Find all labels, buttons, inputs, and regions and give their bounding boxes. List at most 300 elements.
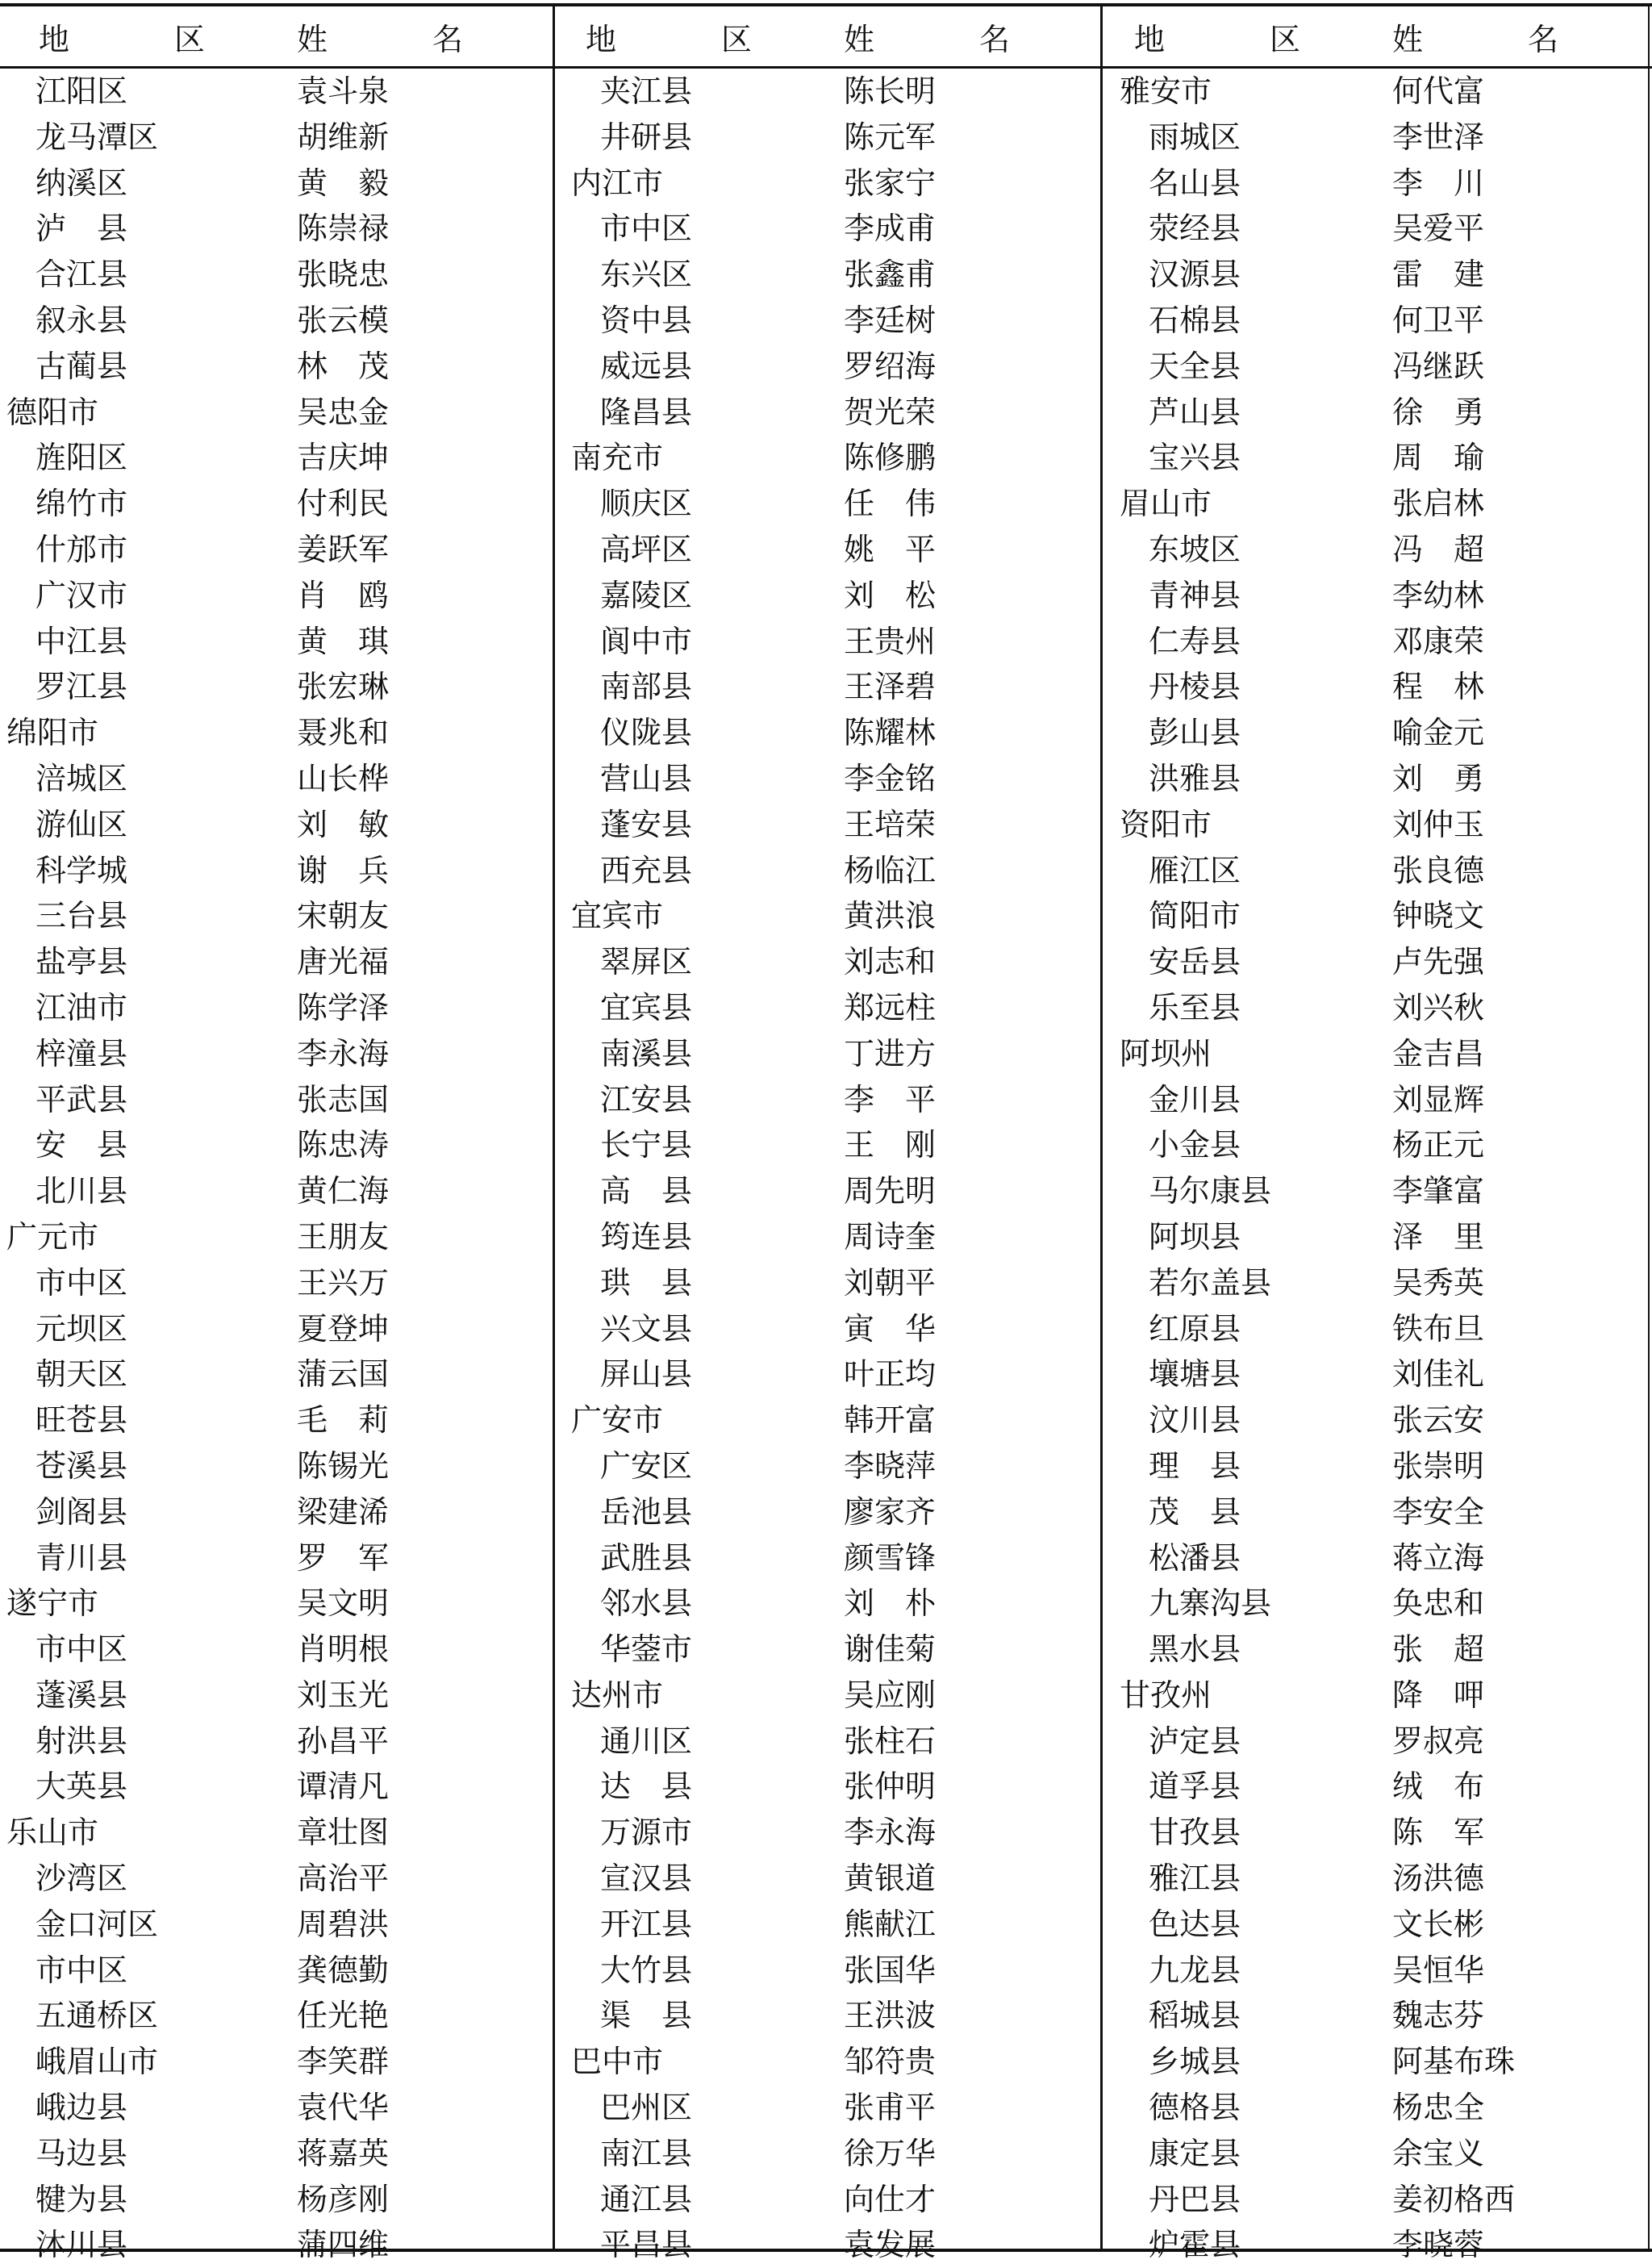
name-cell: 贺光荣 <box>844 394 937 430</box>
region-cell: 什邡市 <box>35 531 128 567</box>
name-cell: 刘仲玉 <box>1392 806 1485 842</box>
name-cell: 杨临江 <box>844 852 937 888</box>
name-cell: 陈 军 <box>1392 1815 1485 1851</box>
name-cell: 张柱石 <box>844 1723 937 1759</box>
region-cell: 蓬溪县 <box>35 1677 128 1713</box>
region-cell: 平武县 <box>35 1081 128 1117</box>
region-cell: 纳溪区 <box>35 165 128 201</box>
region-cell: 苍溪县 <box>35 1447 128 1484</box>
name-cell: 张 超 <box>1392 1631 1485 1668</box>
region-cell: 安岳县 <box>1149 944 1241 980</box>
name-cell: 高治平 <box>297 1861 390 1897</box>
name-cell: 周先明 <box>844 1173 937 1209</box>
table-row <box>0 1948 1652 1994</box>
name-cell: 谭清凡 <box>297 1769 390 1805</box>
region-cell: 顺庆区 <box>600 486 693 522</box>
region-cell: 梓潼县 <box>35 1035 128 1071</box>
region-cell: 珙 县 <box>600 1264 693 1301</box>
region-cell: 名山县 <box>1149 165 1241 201</box>
name-cell: 姜跃军 <box>297 531 390 567</box>
region-cell: 简阳市 <box>1149 898 1241 934</box>
table-row <box>0 848 1652 894</box>
region-cell: 芦山县 <box>1149 394 1241 430</box>
region-cell: 甘孜州 <box>1120 1677 1212 1713</box>
name-cell: 李晓萍 <box>844 1447 937 1484</box>
name-cell: 陈忠涛 <box>297 1127 390 1163</box>
region-cell: 小金县 <box>1149 1127 1241 1163</box>
table-row <box>0 298 1652 344</box>
region-cell: 仪陇县 <box>600 715 693 751</box>
name-cell: 吴恒华 <box>1392 1952 1485 1988</box>
region-cell: 峨眉山市 <box>35 2044 159 2080</box>
region-cell: 游仙区 <box>35 806 128 842</box>
region-cell: 南部县 <box>600 669 693 705</box>
table-row <box>0 2177 1652 2223</box>
name-cell: 张云模 <box>297 302 390 338</box>
region-cell: 马尔康县 <box>1149 1173 1272 1209</box>
table-row <box>0 664 1652 710</box>
table-row <box>0 802 1652 848</box>
region-cell: 兴文县 <box>600 1310 693 1347</box>
table-row <box>0 435 1652 481</box>
name-cell: 郑远柱 <box>844 989 937 1025</box>
region-cell: 旺苍县 <box>35 1402 128 1439</box>
table-row <box>0 206 1652 252</box>
region-cell: 南溪县 <box>600 1035 693 1071</box>
table-row <box>0 527 1652 573</box>
region-cell: 泸 县 <box>35 211 128 247</box>
name-cell: 铁布旦 <box>1392 1310 1485 1347</box>
region-cell: 康定县 <box>1149 2135 1241 2171</box>
region-cell: 广安市 <box>571 1402 664 1439</box>
region-cell: 黑水县 <box>1149 1631 1241 1668</box>
name-cell: 刘朝平 <box>844 1264 937 1301</box>
region-cell: 马边县 <box>35 2135 128 2171</box>
region-cell: 绵阳市 <box>6 715 99 751</box>
table-row <box>0 1260 1652 1306</box>
region-cell: 西充县 <box>600 852 693 888</box>
region-cell: 旌阳区 <box>35 440 128 476</box>
table-row <box>0 115 1652 161</box>
name-cell: 李幼林 <box>1392 577 1485 613</box>
name-cell: 蒲云国 <box>297 1356 390 1393</box>
name-cell: 刘 朴 <box>844 1585 937 1622</box>
region-cell: 宣汉县 <box>600 1861 693 1897</box>
region-cell: 松潘县 <box>1149 1539 1241 1576</box>
region-cell: 中江县 <box>35 623 128 659</box>
table-row <box>0 161 1652 207</box>
region-cell: 德格县 <box>1149 2090 1241 2126</box>
name-cell: 刘佳礼 <box>1392 1356 1485 1393</box>
name-cell: 袁发展 <box>844 2227 937 2263</box>
name-cell: 陈学泽 <box>297 989 390 1025</box>
header-name: 姓 名 <box>844 22 1048 57</box>
name-cell: 王 刚 <box>844 1127 937 1163</box>
region-cell: 高 县 <box>600 1173 693 1209</box>
name-cell: 邹符贵 <box>844 2044 937 2080</box>
region-cell: 剑阁县 <box>35 1493 128 1530</box>
name-cell: 山长桦 <box>297 760 390 796</box>
region-cell: 华蓥市 <box>600 1631 693 1668</box>
table-row <box>0 1856 1652 1902</box>
name-cell: 刘 敏 <box>297 806 390 842</box>
name-cell: 向仕才 <box>844 2181 937 2217</box>
region-cell: 色达县 <box>1149 1906 1241 1942</box>
region-cell: 泸定县 <box>1149 1723 1241 1759</box>
region-cell: 茂 县 <box>1149 1493 1241 1530</box>
region-cell: 井研县 <box>600 119 693 155</box>
table-row <box>0 1306 1652 1352</box>
region-cell: 汶川县 <box>1149 1402 1241 1439</box>
name-cell: 廖家齐 <box>844 1493 937 1530</box>
table-row <box>0 481 1652 527</box>
region-cell: 宜宾市 <box>571 898 664 934</box>
name-cell: 梁建浠 <box>297 1493 390 1530</box>
name-cell: 张云安 <box>1392 1402 1485 1439</box>
name-cell: 姚 平 <box>844 531 937 567</box>
name-cell: 李永海 <box>844 1815 937 1851</box>
name-cell: 吉庆坤 <box>297 440 390 476</box>
name-cell: 阿基布珠 <box>1392 2044 1516 2080</box>
header-region: 地 区 <box>586 22 790 57</box>
region-cell: 营山县 <box>600 760 693 796</box>
region-cell: 巴州区 <box>600 2090 693 2126</box>
region-cell: 雨城区 <box>1149 119 1241 155</box>
name-cell: 罗 军 <box>297 1539 390 1576</box>
region-cell: 金川县 <box>1149 1081 1241 1117</box>
name-cell: 降 呷 <box>1392 1677 1485 1713</box>
name-cell: 雷 建 <box>1392 257 1485 293</box>
name-cell: 何卫平 <box>1392 302 1485 338</box>
region-cell: 广安区 <box>600 1447 693 1484</box>
name-cell: 卢先强 <box>1392 944 1485 980</box>
table-row <box>0 1902 1652 1948</box>
table-row <box>0 1993 1652 2039</box>
table-row <box>0 252 1652 298</box>
region-cell: 资阳市 <box>1120 806 1212 842</box>
name-cell: 宋朝友 <box>297 898 390 934</box>
region-cell: 乐至县 <box>1149 989 1241 1025</box>
name-cell: 张国华 <box>844 1952 937 1988</box>
name-cell: 杨忠全 <box>1392 2090 1485 2126</box>
table-row <box>0 619 1652 665</box>
region-cell: 岳池县 <box>600 1493 693 1530</box>
name-cell: 冯继跃 <box>1392 348 1485 384</box>
name-cell: 罗绍海 <box>844 348 937 384</box>
region-cell: 叙永县 <box>35 302 128 338</box>
region-cell: 元坝区 <box>35 1310 128 1347</box>
region-cell: 江安县 <box>600 1081 693 1117</box>
region-cell: 安 县 <box>35 1127 128 1163</box>
region-cell: 宝兴县 <box>1149 440 1241 476</box>
name-cell: 章壮图 <box>297 1815 390 1851</box>
name-cell: 钟晓文 <box>1392 898 1485 934</box>
name-cell: 陈元军 <box>844 119 937 155</box>
region-cell: 广元市 <box>6 1218 99 1255</box>
table-row <box>0 939 1652 985</box>
name-cell: 谢 兵 <box>297 852 390 888</box>
name-cell: 李晓蓉 <box>1392 2227 1485 2263</box>
region-cell: 达州市 <box>571 1677 664 1713</box>
name-cell: 吴文明 <box>297 1585 390 1622</box>
name-cell: 王洪波 <box>844 1998 937 2034</box>
name-cell: 陈长明 <box>844 73 937 109</box>
region-cell: 遂宁市 <box>6 1585 99 1622</box>
name-cell: 张晓忠 <box>297 257 390 293</box>
name-cell: 黄 琪 <box>297 623 390 659</box>
region-cell: 通江县 <box>600 2181 693 2217</box>
name-cell: 黄仁海 <box>297 1173 390 1209</box>
region-cell: 隆昌县 <box>600 394 693 430</box>
region-cell: 通川区 <box>600 1723 693 1759</box>
name-cell: 张良德 <box>1392 852 1485 888</box>
name-cell: 张仲明 <box>844 1769 937 1805</box>
region-cell: 眉山市 <box>1120 486 1212 522</box>
header-region: 地 区 <box>39 22 243 57</box>
region-cell: 若尔盖县 <box>1149 1264 1272 1301</box>
region-cell: 射洪县 <box>35 1723 128 1759</box>
table-row <box>0 1077 1652 1123</box>
region-cell: 沙湾区 <box>35 1861 128 1897</box>
name-cell: 魏志芬 <box>1392 1998 1485 2034</box>
name-cell: 陈锡光 <box>297 1447 390 1484</box>
region-cell: 稻城县 <box>1149 1998 1241 2034</box>
name-cell: 杨正元 <box>1392 1127 1485 1163</box>
table-row <box>0 1351 1652 1397</box>
name-cell: 张甫平 <box>844 2090 937 2126</box>
region-cell: 武胜县 <box>600 1539 693 1576</box>
region-cell: 天全县 <box>1149 348 1241 384</box>
name-cell: 何代富 <box>1392 73 1485 109</box>
name-cell: 唐光福 <box>297 944 390 980</box>
name-cell: 余宝义 <box>1392 2135 1485 2171</box>
name-cell: 李笑群 <box>297 2044 390 2080</box>
region-cell: 蓬安县 <box>600 806 693 842</box>
region-cell: 嘉陵区 <box>600 577 693 613</box>
region-cell: 雁江区 <box>1149 852 1241 888</box>
table-row <box>0 1031 1652 1077</box>
table-row <box>0 756 1652 802</box>
name-cell: 付利民 <box>297 486 390 522</box>
name-cell: 李安全 <box>1392 1493 1485 1530</box>
region-cell: 南充市 <box>571 440 664 476</box>
region-cell: 阿坝州 <box>1120 1035 1212 1071</box>
table-row <box>0 1214 1652 1260</box>
table-row <box>0 1489 1652 1535</box>
table-row <box>0 573 1652 619</box>
region-cell: 汉源县 <box>1149 257 1241 293</box>
name-cell: 吴应刚 <box>844 1677 937 1713</box>
region-cell: 炉霍县 <box>1149 2227 1241 2263</box>
name-cell: 林 茂 <box>297 348 390 384</box>
region-cell: 平昌县 <box>600 2227 693 2263</box>
region-cell: 雅安市 <box>1120 73 1212 109</box>
name-cell: 吴爱平 <box>1392 211 1485 247</box>
name-cell: 李 川 <box>1392 165 1485 201</box>
name-cell: 龚德勤 <box>297 1952 390 1988</box>
name-cell: 罗叔亮 <box>1392 1723 1485 1759</box>
name-cell: 蒋立海 <box>1392 1539 1485 1576</box>
name-cell: 姜初格西 <box>1392 2181 1516 2217</box>
name-cell: 周 瑜 <box>1392 440 1485 476</box>
table-row <box>0 1443 1652 1489</box>
header-name: 姓 名 <box>297 22 501 57</box>
region-cell: 罗江县 <box>35 669 128 705</box>
table-row <box>0 1719 1652 1765</box>
name-cell: 张宏琳 <box>297 669 390 705</box>
table-row <box>0 1168 1652 1214</box>
table-row <box>0 1673 1652 1719</box>
name-cell: 绒 布 <box>1392 1769 1485 1805</box>
region-cell: 雅江县 <box>1149 1861 1241 1897</box>
region-cell: 红原县 <box>1149 1310 1241 1347</box>
name-cell: 肖 鸥 <box>297 577 390 613</box>
region-cell: 市中区 <box>35 1952 128 1988</box>
name-cell: 王贵州 <box>844 623 937 659</box>
table-row <box>0 1810 1652 1856</box>
region-cell: 绵竹市 <box>35 486 128 522</box>
name-cell: 张鑫甫 <box>844 257 937 293</box>
table-row <box>0 1581 1652 1627</box>
name-cell: 颜雪锋 <box>844 1539 937 1576</box>
name-cell: 周碧洪 <box>297 1906 390 1942</box>
name-cell: 文长彬 <box>1392 1906 1485 1942</box>
region-cell: 石棉县 <box>1149 302 1241 338</box>
name-cell: 孙昌平 <box>297 1723 390 1759</box>
name-cell: 黄洪浪 <box>844 898 937 934</box>
region-cell: 五通桥区 <box>35 1998 159 2034</box>
name-cell: 刘显辉 <box>1392 1081 1485 1117</box>
name-cell: 王泽碧 <box>844 669 937 705</box>
name-cell: 汤洪德 <box>1392 1861 1485 1897</box>
name-cell: 周诗奎 <box>844 1218 937 1255</box>
region-cell: 仁寿县 <box>1149 623 1241 659</box>
name-cell: 陈修鹏 <box>844 440 937 476</box>
region-cell: 德阳市 <box>6 394 99 430</box>
region-cell: 合江县 <box>35 257 128 293</box>
region-cell: 洪雅县 <box>1149 760 1241 796</box>
region-cell: 乡城县 <box>1149 2044 1241 2080</box>
region-cell: 盐亭县 <box>35 944 128 980</box>
table-row <box>0 2222 1652 2268</box>
region-cell: 资中县 <box>600 302 693 338</box>
region-cell: 甘孜县 <box>1149 1815 1241 1851</box>
name-cell: 刘玉光 <box>297 1677 390 1713</box>
name-cell: 陈崇禄 <box>297 211 390 247</box>
name-cell: 泽 里 <box>1392 1218 1485 1255</box>
region-cell: 南江县 <box>600 2135 693 2171</box>
region-cell: 达 县 <box>600 1769 693 1805</box>
table-row <box>0 1764 1652 1810</box>
region-cell: 江阳区 <box>35 73 128 109</box>
name-cell: 程 林 <box>1392 669 1485 705</box>
region-cell: 内江市 <box>571 165 664 201</box>
region-cell: 夹江县 <box>600 73 693 109</box>
table-row <box>0 1122 1652 1168</box>
name-cell: 李世泽 <box>1392 119 1485 155</box>
region-cell: 沐川县 <box>35 2227 128 2263</box>
region-cell: 理 县 <box>1149 1447 1241 1484</box>
name-cell: 王兴万 <box>297 1264 390 1301</box>
name-cell: 邓康荣 <box>1392 623 1485 659</box>
region-cell: 阆中市 <box>600 623 693 659</box>
name-cell: 夏登坤 <box>297 1310 390 1347</box>
name-cell: 奂忠和 <box>1392 1585 1485 1622</box>
region-cell: 犍为县 <box>35 2181 128 2217</box>
region-cell: 青川县 <box>35 1539 128 1576</box>
region-cell: 东坡区 <box>1149 531 1241 567</box>
region-cell: 市中区 <box>35 1264 128 1301</box>
name-cell: 张启林 <box>1392 486 1485 522</box>
table-row <box>0 390 1652 436</box>
name-cell: 毛 莉 <box>297 1402 390 1439</box>
region-cell: 翠屏区 <box>600 944 693 980</box>
table-row <box>0 2085 1652 2131</box>
region-cell: 开江县 <box>600 1906 693 1942</box>
name-cell: 袁斗泉 <box>297 73 390 109</box>
name-cell: 金吉昌 <box>1392 1035 1485 1071</box>
name-cell: 王朋友 <box>297 1218 390 1255</box>
name-cell: 黄银道 <box>844 1861 937 1897</box>
region-cell: 丹巴县 <box>1149 2181 1241 2217</box>
name-cell: 冯 超 <box>1392 531 1485 567</box>
region-cell: 青神县 <box>1149 577 1241 613</box>
name-cell: 熊献江 <box>844 1906 937 1942</box>
region-cell: 龙马潭区 <box>35 119 159 155</box>
name-cell: 任光艳 <box>297 1998 390 2034</box>
region-cell: 科学城 <box>35 852 128 888</box>
name-cell: 蒋嘉英 <box>297 2135 390 2171</box>
region-cell: 万源市 <box>600 1815 693 1851</box>
name-cell: 肖明根 <box>297 1631 390 1668</box>
region-cell: 宜宾县 <box>600 989 693 1025</box>
table-row <box>0 344 1652 390</box>
name-cell: 袁代华 <box>297 2090 390 2126</box>
region-cell: 彭山县 <box>1149 715 1241 751</box>
region-cell: 荥经县 <box>1149 211 1241 247</box>
table-row <box>0 893 1652 939</box>
table-row <box>0 2039 1652 2085</box>
region-cell: 屏山县 <box>600 1356 693 1393</box>
region-cell: 渠 县 <box>600 1998 693 2034</box>
name-cell: 张崇明 <box>1392 1447 1485 1484</box>
name-cell: 吴忠金 <box>297 394 390 430</box>
name-cell: 张家宁 <box>844 165 937 201</box>
table-row <box>0 69 1652 115</box>
header-region: 地 区 <box>1134 22 1338 57</box>
region-cell: 北川县 <box>35 1173 128 1209</box>
region-cell: 涪城区 <box>35 760 128 796</box>
region-cell: 广汉市 <box>35 577 128 613</box>
name-cell: 李成甫 <box>844 211 937 247</box>
name-cell: 蒲四维 <box>297 2227 390 2263</box>
table-row <box>0 1627 1652 1673</box>
region-cell: 乐山市 <box>6 1815 99 1851</box>
name-cell: 刘 勇 <box>1392 760 1485 796</box>
name-cell: 张志国 <box>297 1081 390 1117</box>
region-cell: 高坪区 <box>600 531 693 567</box>
name-cell: 胡维新 <box>297 119 390 155</box>
name-cell: 吴秀英 <box>1392 1264 1485 1301</box>
region-cell: 市中区 <box>600 211 693 247</box>
name-cell: 李金铭 <box>844 760 937 796</box>
region-cell: 三台县 <box>35 898 128 934</box>
table-row <box>0 1535 1652 1581</box>
name-cell: 叶正均 <box>844 1356 937 1393</box>
name-cell: 刘 松 <box>844 577 937 613</box>
name-cell: 杨彦刚 <box>297 2181 390 2217</box>
table-row <box>0 2131 1652 2177</box>
